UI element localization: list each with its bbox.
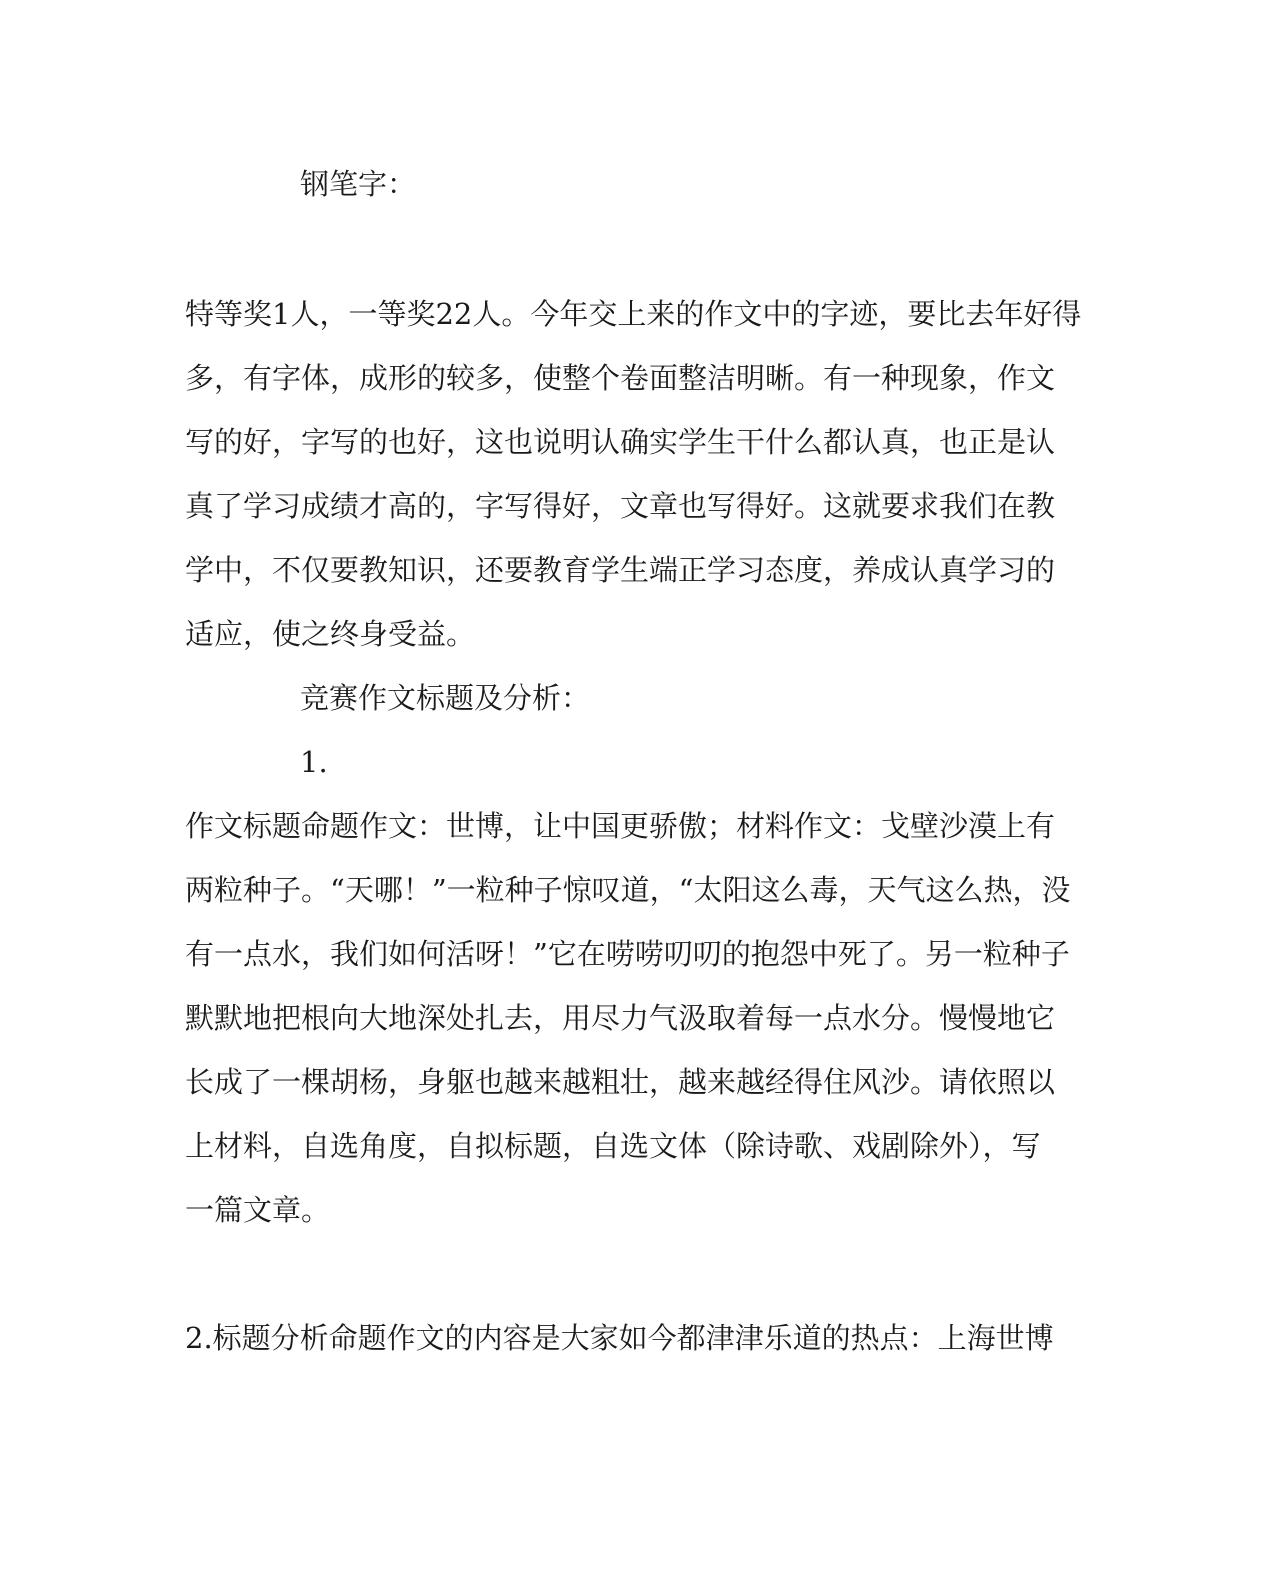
paragraph-line: 写的好，字写的也好，这也说明认确实学生干什么都认真，也正是认 (185, 425, 1056, 459)
paragraph-line: 适应，使之终身受益。 (185, 617, 476, 651)
item-line: 作文标题命题作文：世博，让中国更骄傲；材料作文：戈壁沙漠上有 (185, 809, 1056, 843)
paragraph-line: 多，有字体，成形的较多，使整个卷面整洁明晰。有一种现象，作文 (185, 361, 1056, 395)
item-line: 有一点水，我们如何活呀！”它在唠唠叨叨的抱怨中死了。另一粒种子 (185, 937, 1070, 971)
heading-topics: 竞赛作文标题及分析： (300, 681, 591, 715)
item-line: 默默地把根向大地深处扎去，用尽力气汲取着每一点水分。慢慢地它 (185, 1001, 1056, 1035)
paragraph-line: 特等奖1人，一等奖22人。今年交上来的作文中的字迹，要比去年好得 (185, 297, 1082, 331)
item-line: 两粒种子。“天哪！”一粒种子惊叹道，“太阳这么毒，天气这么热，没 (185, 873, 1071, 907)
item-line: 2.标题分析命题作文的内容是大家如今都津津乐道的热点：上海世博 (185, 1321, 1054, 1355)
paragraph-line: 真了学习成绩才高的，字写得好，文章也写得好。这就要求我们在教 (185, 489, 1056, 523)
item-line: 一篇文章。 (185, 1193, 331, 1227)
paragraph-line: 学中，不仅要教知识，还要教育学生端正学习态度，养成认真学习的 (185, 553, 1056, 587)
item-number: 1. (300, 745, 328, 779)
heading-calligraphy: 钢笔字： (300, 167, 417, 201)
item-line: 长成了一棵胡杨，身躯也越来越粗壮，越来越经得住风沙。请依照以 (185, 1065, 1056, 1099)
item-line: 上材料，自选角度，自拟标题，自选文体（除诗歌、戏剧除外），写 (185, 1129, 1041, 1163)
